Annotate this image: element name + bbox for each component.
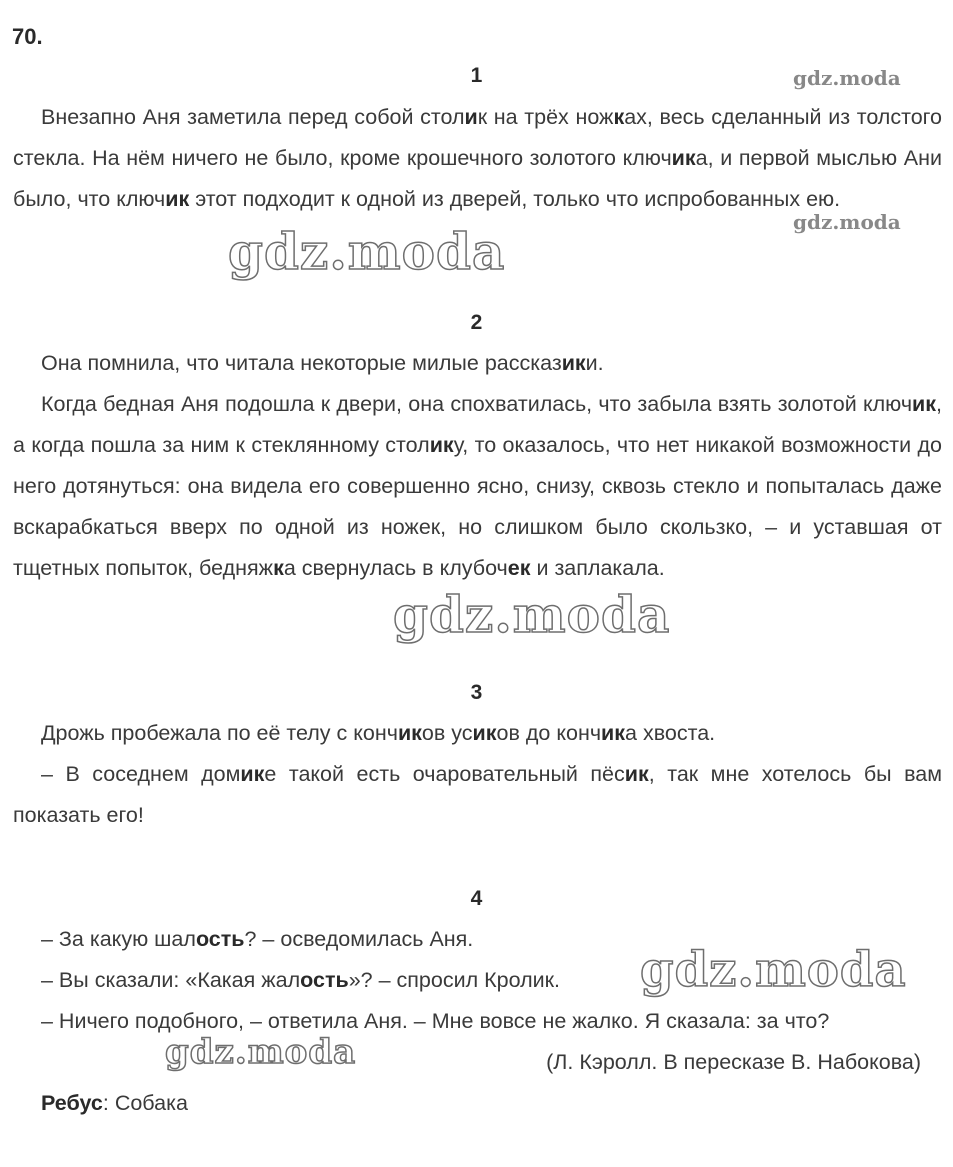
rebus-separator: : bbox=[102, 1091, 115, 1115]
rebus-label: Ребус bbox=[41, 1091, 103, 1115]
dialogue-line-1 bbox=[41, 919, 473, 960]
bold-fragment: ек bbox=[507, 556, 531, 580]
bold-fragment: к bbox=[613, 105, 625, 129]
text-fragment: к на трёх нож bbox=[477, 105, 614, 129]
section-1-paragraph bbox=[13, 97, 942, 220]
watermark-3: gdz.moda bbox=[640, 942, 907, 998]
text-fragment: »? – спросил Кролик. bbox=[348, 968, 561, 992]
text-fragment: а свернулась в клубоч bbox=[283, 556, 508, 580]
bold-fragment: ик bbox=[429, 433, 454, 457]
section-number-4: 4 bbox=[470, 887, 483, 910]
bold-fragment: ик bbox=[601, 721, 626, 745]
watermark-4: gdz.moda bbox=[165, 1032, 357, 1072]
bold-fragment: ик bbox=[240, 762, 265, 786]
text-fragment: Внезапно Аня заметила перед собой стол bbox=[41, 105, 465, 129]
bold-fragment: ик bbox=[912, 392, 937, 416]
bold-fragment: ость bbox=[300, 968, 349, 992]
bold-fragment: ик bbox=[671, 146, 696, 170]
section-number-2: 2 bbox=[470, 311, 483, 334]
bold-fragment: к bbox=[273, 556, 284, 580]
text-fragment: а, и первой мыслью Ани было, что ключ bbox=[13, 146, 942, 211]
watermark-1: gdz.moda bbox=[228, 222, 506, 281]
section-2-paragraph-2 bbox=[13, 384, 942, 589]
text-fragment: Когда бедная Аня подошла к двери, она спохватилась, что забыла взять золотой ключ bbox=[41, 392, 913, 416]
text-fragment: , а когда пошла за ним к стеклянному стол bbox=[13, 392, 942, 457]
text-fragment: – Вы сказали: «Какая жал bbox=[41, 968, 301, 992]
text-fragment: – В соседнем дом bbox=[41, 762, 241, 786]
dialogue-line-2 bbox=[41, 960, 560, 1001]
section-3-paragraph-2 bbox=[13, 754, 942, 836]
attribution: (Л. Кэролл. В пересказе В. Набокова) bbox=[546, 1050, 921, 1074]
watermark-small-2: gdz.moda bbox=[793, 210, 901, 234]
bold-fragment: ик bbox=[624, 762, 649, 786]
bold-fragment: ик bbox=[472, 721, 497, 745]
text-fragment: Она помнила, что читала некоторые милые рассказ bbox=[41, 351, 562, 375]
text-fragment: а хвоста. bbox=[625, 721, 716, 745]
bold-fragment: ик bbox=[561, 351, 586, 375]
text-fragment: ах, весь сделанный из толстого стекла. На нём ничего не было, кроме крошечного золотого ключ bbox=[13, 105, 942, 170]
watermark-2: gdz.moda bbox=[393, 585, 671, 644]
bold-fragment: ик bbox=[165, 187, 190, 211]
section-number-3: 3 bbox=[470, 681, 483, 704]
text-fragment: ов до конч bbox=[496, 721, 602, 745]
text-fragment: ов ус bbox=[421, 721, 473, 745]
text-fragment: Дрожь пробежала по её телу с конч bbox=[41, 721, 398, 745]
rebus-answer: Собака bbox=[114, 1091, 188, 1115]
text-fragment: – Ничего подобного, – ответила Аня. – Мне вовсе не жалко. Я сказала: за что? bbox=[41, 1009, 830, 1033]
text-fragment: ? – осведомилась Аня. bbox=[244, 927, 474, 951]
text-fragment: у, то оказалось, что нет никакой возможности до него дотянуться: она видела его совершенно ясно, снизу, сквозь стекло и попыталась даже вскарабкаться вверх по одной из ножек, но слишком было скользко, – и уставшая от тщетных попыток, бедняж bbox=[13, 433, 942, 580]
dialogue-line-3 bbox=[41, 1001, 829, 1042]
bold-fragment: ик bbox=[397, 721, 422, 745]
text-fragment: , так мне хотелось бы вам показать его! bbox=[13, 762, 942, 827]
text-fragment: и заплакала. bbox=[530, 556, 665, 580]
rebus-line bbox=[41, 1083, 188, 1124]
watermark-small-1: gdz.moda bbox=[793, 66, 901, 90]
bold-fragment: ость bbox=[195, 927, 245, 951]
section-3-paragraph-1 bbox=[13, 713, 942, 754]
text-fragment: – За какую шал bbox=[41, 927, 196, 951]
text-fragment: е такой есть очаровательный пёс bbox=[264, 762, 625, 786]
section-number-1: 1 bbox=[470, 64, 483, 87]
bold-fragment: и bbox=[464, 105, 478, 129]
text-fragment: и. bbox=[585, 351, 604, 375]
section-2-paragraph-1 bbox=[13, 343, 942, 384]
text-fragment: этот подходит к одной из дверей, только что испробованных ею. bbox=[189, 187, 841, 211]
task-number: 70. bbox=[12, 24, 43, 49]
